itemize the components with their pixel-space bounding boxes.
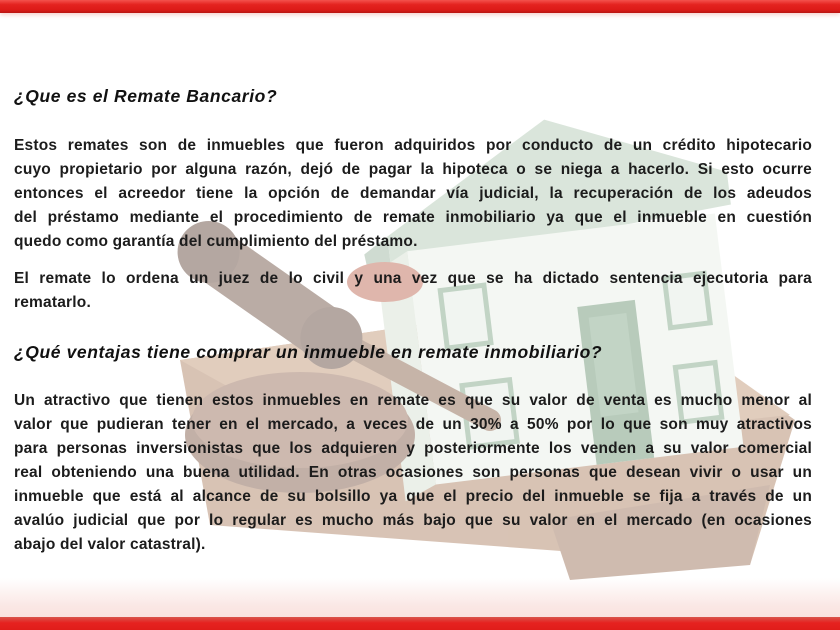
- text-line: El remate lo ordena un juez de lo civil y una vez que se ha dictado sentencia ejecutoria para: [14, 270, 812, 287]
- text-line: avalúo judicial que por lo regular es mucho más bajo que su valor en el mercado (en ocasiones: [14, 512, 812, 529]
- text-line: cuyo propietario por alguna razón, dejó de pagar la hipoteca o se niega a hacerlo. Si esto ocurre: [14, 161, 812, 178]
- text-line: Estos remates son de inmuebles que fueron adquiridos por conducto de un crédito hipotecario: [14, 137, 812, 154]
- text-line: valor que pudieran tener en el mercado, a veces de un 30% a 50% por lo que son muy atractivos: [14, 416, 812, 433]
- text-line: del préstamo mediante el procedimiento de remate inmobiliario ya que el inmueble en cuestión: [14, 209, 812, 226]
- text-line: para personas inversionistas que los adquieren y posteriormente los venden a su valor comercial: [14, 440, 812, 457]
- paragraph-judge-order: [14, 267, 812, 315]
- text-line: inmueble que está al alcance de su bolsillo ya que el precio del inmueble se fija a través de un: [14, 488, 812, 505]
- heading-advantages: ¿Qué ventajas tiene comprar un inmueble en remate inmobiliario?: [14, 342, 603, 362]
- text-line: quedo como garantía del cumplimiento del préstamo.: [14, 233, 418, 250]
- bottom-red-border: [0, 617, 840, 630]
- text-line: real obteniendo una buena utilidad. En otras ocasiones son personas que desean vivir o usar un: [14, 464, 812, 481]
- text-line: entonces el acreedor tiene la opción de demandar vía judicial, la recuperación de los adeudos: [14, 185, 812, 202]
- text-line: Un atractivo que tienen estos inmuebles en remate es que su valor de venta es mucho menor al: [14, 392, 812, 409]
- text-line: rematarlo.: [14, 294, 91, 311]
- paragraph-definition: [14, 134, 812, 254]
- paragraph-advantages: [14, 389, 812, 557]
- heading-what-is-remate: ¿Que es el Remate Bancario?: [14, 86, 278, 106]
- text-line: abajo del valor catastral).: [14, 536, 206, 553]
- bottom-fade-band: [0, 578, 840, 617]
- top-red-border: [0, 0, 840, 13]
